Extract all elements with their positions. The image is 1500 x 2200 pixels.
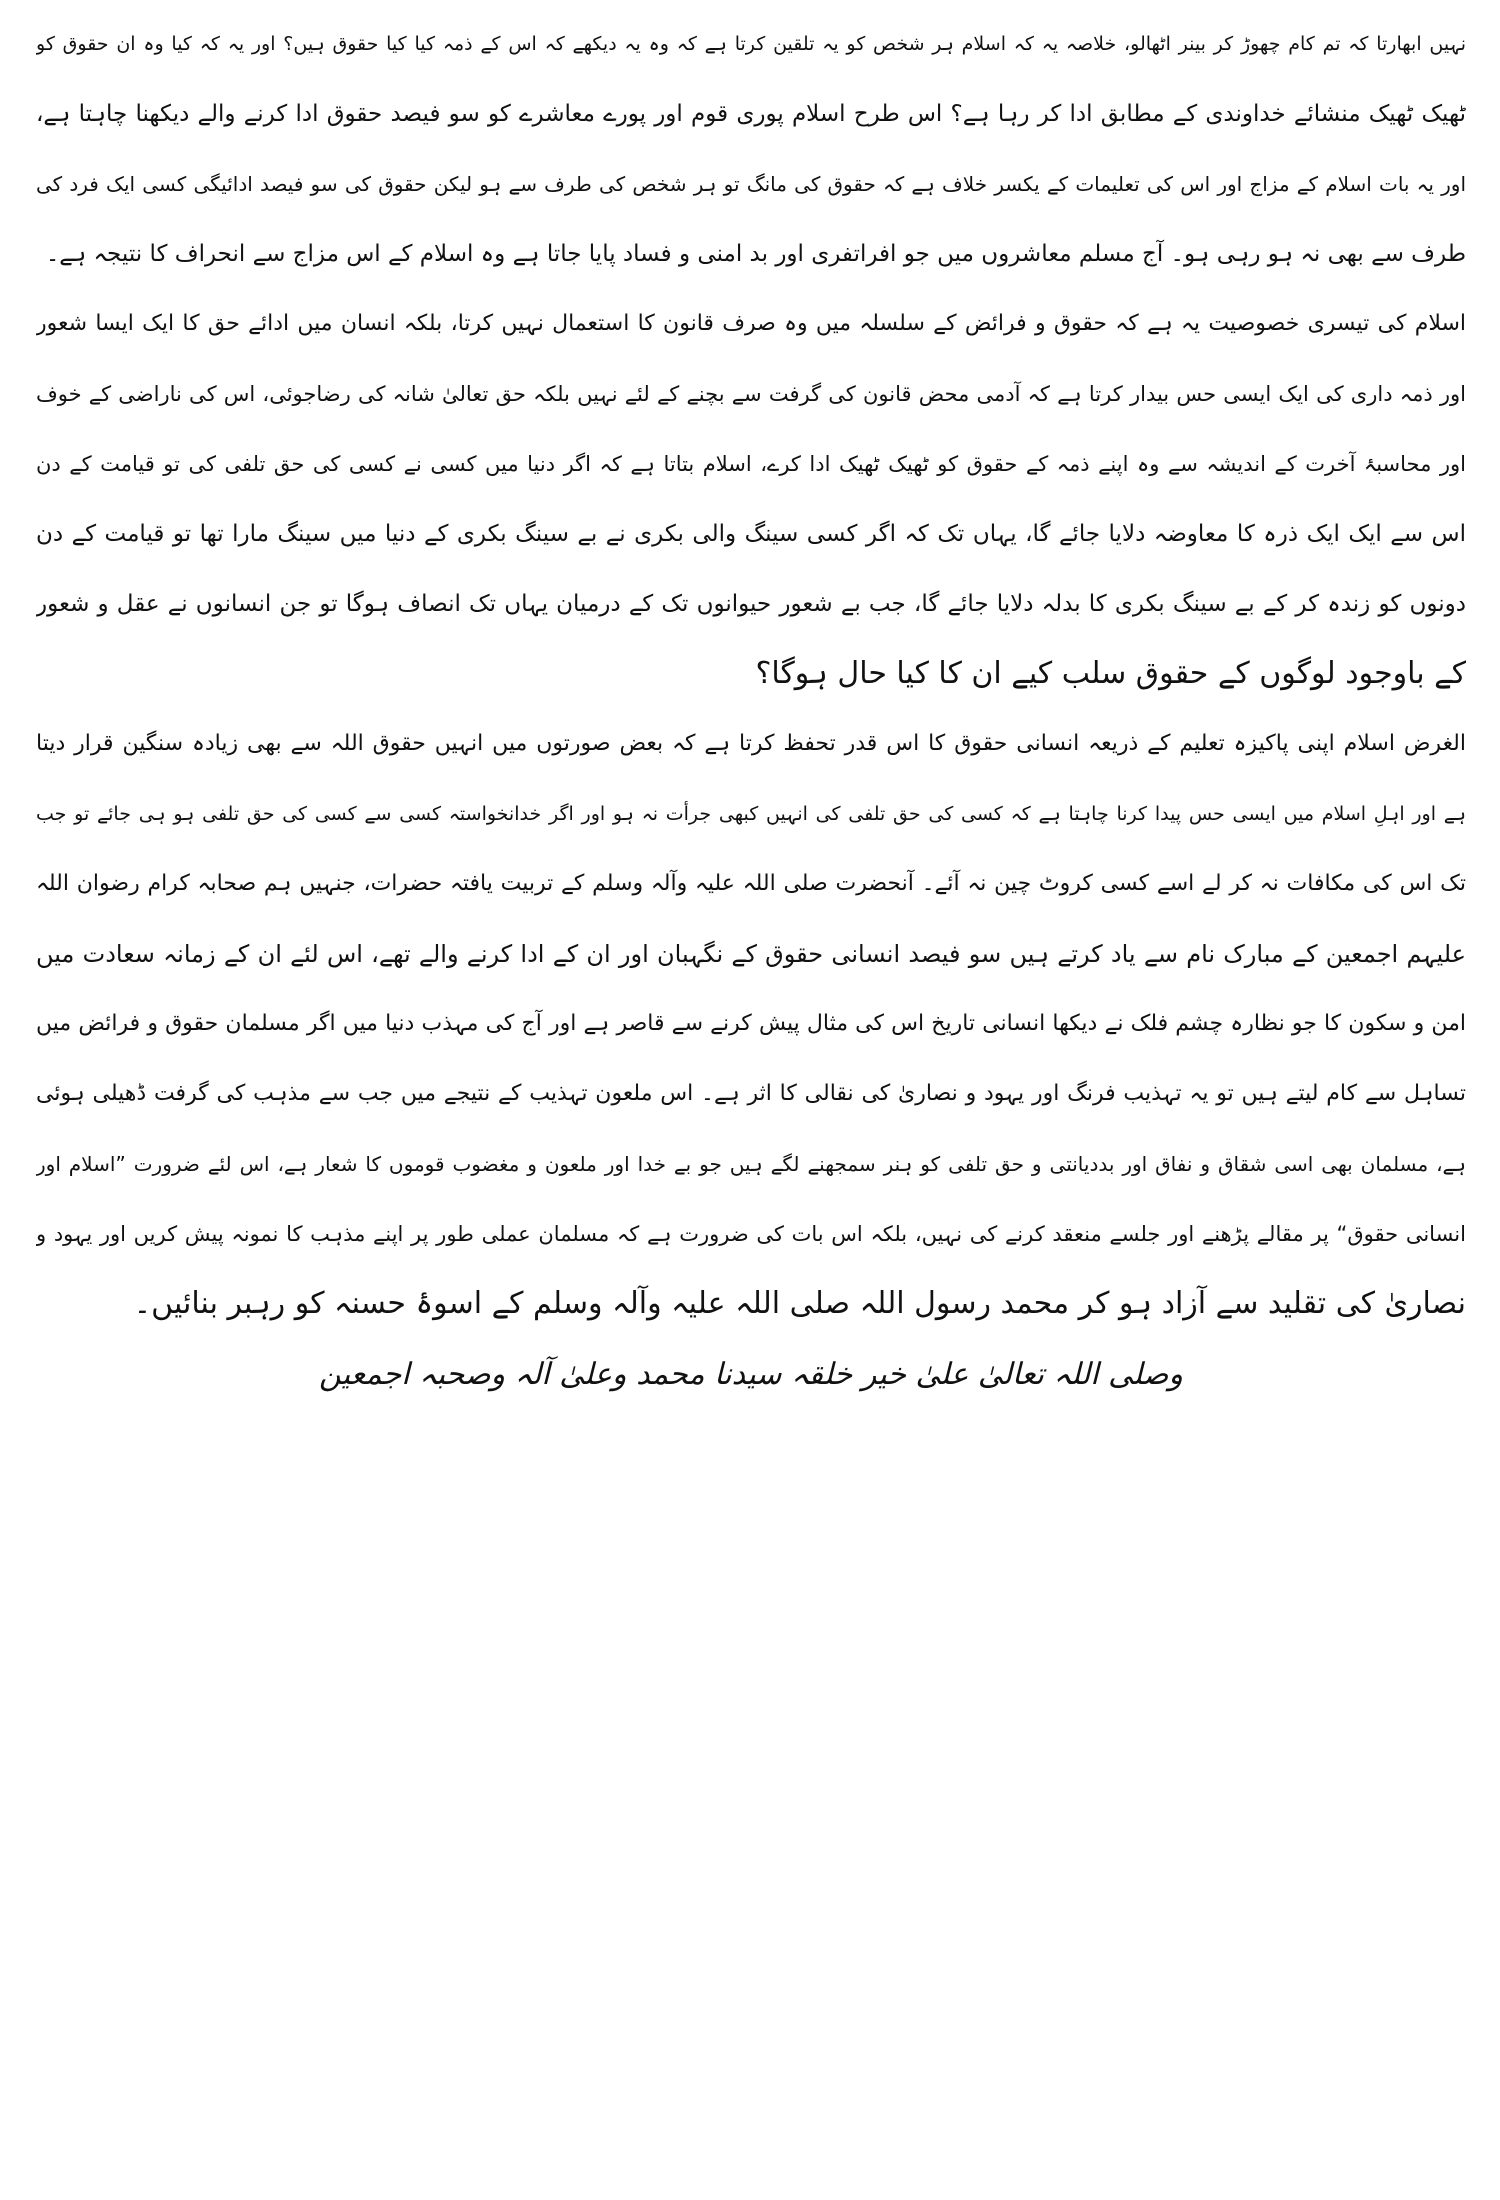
text-line: علیہم اجمعین کے مبارک نام سے یاد کرتے ہیں سو فیصد انسانی حقوق کے نگہبان اور ان کے ادا کرنے والے تھے، اس لئے ان کے زمانہ سعادت میں (36, 940, 1466, 968)
text-line: الغرض اسلام اپنی پاکیزہ تعلیم کے ذریعہ انسانی حقوق کا اس قدر تحفظ کرتا ہے کہ بعض صورتوں میں انہیں حقوق اللہ سے بھی زیادہ سنگین قرار دیتا (36, 731, 1466, 756)
closing-benediction: وصلی اللہ تعالیٰ علیٰ خیر خلقہ سیدنا محمد وعلیٰ آلہ وصحبہ اجمعین (319, 1357, 1183, 1392)
text-line: اور یہ بات اسلام کے مزاج اور اس کی تعلیمات کے یکسر خلاف ہے کہ حقوق کی مانگ تو ہر شخص کی طرف سے ہو لیکن حقوق کی سو فیصد ادائیگی کسی ایک فرد کی (36, 172, 1466, 196)
text-line: انسانی حقوق“ پر مقالے پڑھنے اور جلسے منعقد کرنے کی نہیں، بلکہ اس بات کی ضرورت ہے کہ مسلمان عملی طور پر اپنے مذہب کا نمونہ پیش کریں اور یہود و (36, 1222, 1466, 1246)
text-line: تساہل سے کام لیتے ہیں تو یہ تہذیب فرنگ اور یہود و نصاریٰ کی نقالی کا اثر ہے۔ اس ملعون تہذیب کے نتیجے میں جب سے مذہب کی گرفت ڈھیلی ہوئی (36, 1081, 1466, 1106)
text-line: دونوں کو زندہ کر کے بے سینگ بکری کا بدلہ دلایا جائے گا، جب بے شعور حیوانوں تک کے درمیان یہاں تک انصاف ہوگا تو جن انسانوں نے عقل و شعور (36, 591, 1466, 617)
text-line: طرف سے بھی نہ ہو رہی ہو۔ آج مسلم معاشروں میں جو افراتفری اور بد امنی و فساد پایا جاتا ہے وہ اسلام کے اس مزاج سے انحراف کا نتیجہ ہے۔ (45, 241, 1466, 267)
text-line: کے باوجود لوگوں کے حقوق سلب کیے ان کا کیا حال ہوگا؟ (755, 656, 1466, 691)
document-page (36, 0, 1466, 2200)
text-line: ٹھیک ٹھیک منشائے خداوندی کے مطابق ادا کر رہا ہے؟ اس طرح اسلام پوری قوم اور پورے معاشرے کو سو فیصد حقوق ادا کرنے والے دیکھنا چاہتا ہے، (36, 101, 1466, 127)
text-line: اسلام کی تیسری خصوصیت یہ ہے کہ حقوق و فرائض کے سلسلہ میں وہ صرف قانون کا استعمال نہیں کرتا، بلکہ انسان میں ادائے حق کا ایک ایسا شعور (36, 311, 1466, 336)
text-line: تک اس کی مکافات نہ کر لے اسے کسی کروٹ چین نہ آئے۔ آنحضرت صلی اللہ علیہ وآلہ وسلم کے تربیت یافتہ حضرات، جنہیں ہم صحابہ کرام رضوان اللہ (36, 871, 1466, 896)
text-line: ہے، مسلمان بھی اسی شقاق و نفاق اور بددیانتی و حق تلفی کو ہنر سمجھنے لگے ہیں جو بے خدا اور ملعون و مغضوب قوموں کا شعار ہے، اس لئے ضرورت ”اسلام اور (36, 1152, 1466, 1176)
text-line: ہے اور اہلِ اسلام میں ایسی حس پیدا کرنا چاہتا ہے کہ کسی کی حق تلفی کی انہیں کبھی جرأت نہ ہو اور اگر خدانخواستہ کسی سے کسی کی حق تلفی ہو ہی جائے تو جب (36, 803, 1466, 825)
text-line: نہیں ابھارتا کہ تم کام چھوڑ کر بینر اٹھالو، خلاصہ یہ کہ اسلام ہر شخص کو یہ تلقین کرتا ہے کہ وہ یہ دیکھے کہ اس کے ذمہ کیا کیا حقوق ہیں؟ اور یہ کہ کیا وہ ان حقوق کو (36, 33, 1466, 55)
text-line: اور محاسبۂ آخرت کے اندیشہ سے وہ اپنے ذمہ کے حقوق کو ٹھیک ٹھیک ادا کرے، اسلام بتاتا ہے کہ اگر دنیا میں کسی نے کسی کی حق تلفی کی تو قیامت کے دن (36, 452, 1466, 476)
text-line: امن و سکون کا جو نظارہ چشم فلک نے دیکھا انسانی تاریخ اس کی مثال پیش کرنے سے قاصر ہے اور آج کی مہذب دنیا میں اگر مسلمان حقوق و فرائض میں (36, 1011, 1466, 1036)
text-line: اور ذمہ داری کی ایک ایسی حس بیدار کرتا ہے کہ آدمی محض قانون کی گرفت سے بچنے کے لئے نہیں بلکہ حق تعالیٰ شانہ کی رضاجوئی، اس کی ناراضی کے خوف (36, 382, 1466, 406)
text-line: نصاریٰ کی تقلید سے آزاد ہو کر محمد رسول اللہ صلی اللہ علیہ وآلہ وسلم کے اسوۂ حسنہ کو رہبر بنائیں۔ (133, 1286, 1466, 1321)
text-line: اس سے ایک ایک ذرہ کا معاوضہ دلایا جائے گا، یہاں تک کہ اگر کسی سینگ والی بکری نے بے سینگ بکری کے دنیا میں سینگ مارا تھا تو قیامت کے دن (36, 521, 1466, 547)
